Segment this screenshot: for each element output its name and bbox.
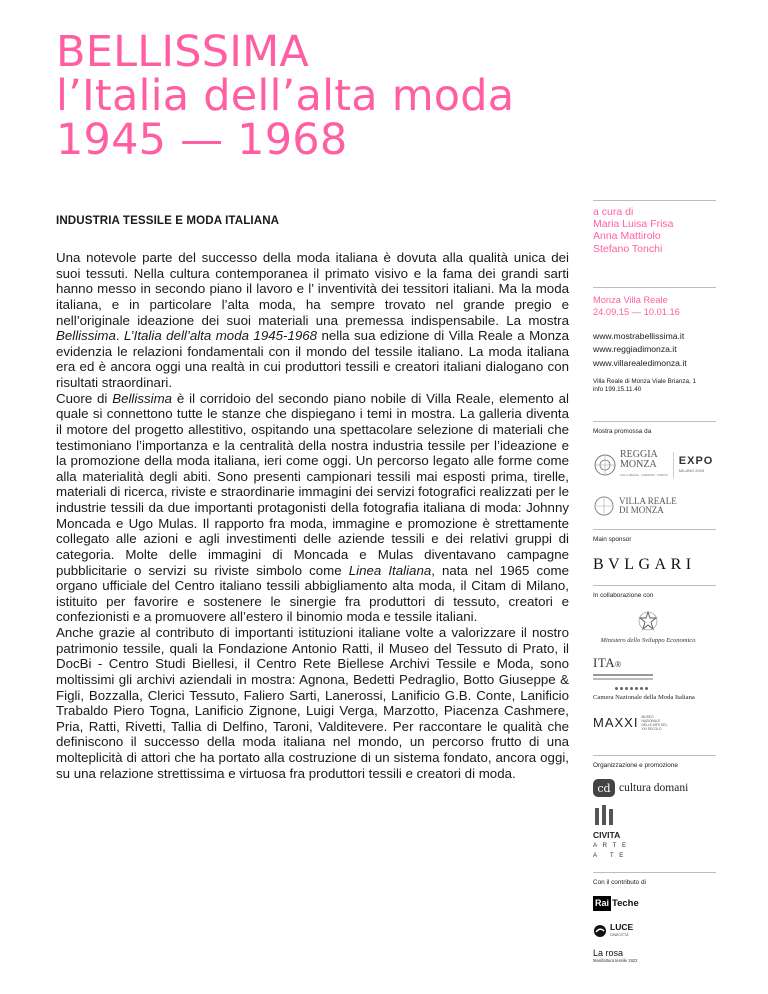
organization-label: Organizzazione e promozione	[593, 761, 678, 769]
venue-info	[593, 294, 716, 318]
curator-name: Stefano Tonchi	[593, 242, 663, 255]
reggia-logo: REGGIA MONZA VILLA REALE · GIARDINI · PARCO	[620, 448, 668, 477]
dates: 24.09.15 — 10.01.16	[593, 306, 680, 317]
cd-badge-icon	[593, 779, 615, 797]
urls	[593, 330, 716, 370]
curators	[593, 201, 716, 255]
section-heading: INDUSTRIA TESSILE E MODA ITALIANA	[56, 214, 280, 227]
civita-logo: CIVITA A R T E A T E	[593, 803, 716, 861]
url-link[interactable]: www.mostrabellissima.it	[593, 330, 685, 341]
divider	[593, 755, 716, 756]
divider	[593, 421, 716, 422]
luce-logo: LUCE CINECITTÀ	[593, 923, 716, 939]
luce-swirl-icon	[593, 924, 607, 938]
divider	[593, 872, 716, 873]
url-link[interactable]: www.villarealedimonza.it	[593, 357, 687, 368]
civita-columns-icon	[593, 803, 615, 825]
divider	[673, 452, 674, 478]
curated-label: a cura di	[593, 206, 634, 218]
main-sponsor-label: Main sponsor	[593, 535, 632, 543]
reggia-emblem-icon	[593, 453, 617, 477]
paragraph-3: Anche grazie al contributo di importanti istituzioni italiane volte a valorizzare il nostro patrimonio tessile, quali la Fondazione Antonio Ratti, il Museo del Tessuto di Prato, il DocBi - Centro Studi Biellesi, il Centro Rete Biellese Archivi Tessile e Moda, sono moltissimi gli archivi aziendali in mostra: Agnona, Bedetti Pedraglio, Botto Giuseppe & Figli, Bozzalla, Clerici Tessuto, Faliero Sarti, Lanerossi, Lanificio G.B. Conte, Lanificio Trabaldo Piero Togna, Lanificio Zignone, Luigi Verga, Marzotto, Piacenza Cashmere, Pria, Ratti, Rivetti, Tallia di Delfino, Taroni, Valditevere. Per raccontare le qualità che definiscono il successo della moda italiana nel mondo, un percorso frutto di una molteplicità di attori che ha portato alla costruzione di un sistema fondato, ancora oggi, su una relazione strettissima e virtuosa fra produttori tessili e creatori di moda.	[56, 625, 569, 781]
collaboration-label: In collaborazione con	[593, 591, 654, 599]
ministero-logo: Ministero dello Sviluppo Economico	[593, 611, 703, 644]
title-line-2: l’Italia dell’alta moda	[56, 71, 515, 121]
promoted-label: Mostra promossa da	[593, 427, 652, 435]
emblem-icon	[638, 611, 658, 631]
paragraph-1: Una notevole parte del successo della moda italiana è dovuta alla qualità unica dei suoi tessuti. Nella cultura contemporanea il primato visivo e la fama dei grandi sarti hanno messo in secondo piano il lavoro e l’ inventività dei tessitori italiani. Ma la moda italiana, e in particolare l’alta moda, ha sempre trovato nel grande pregio e nell’originale ideazione dei suoi materiali una premessa indispensabile. La mostra Bellissima. L’Italia dell’alta moda 1945-1968 nella sua edizione di Villa Reale a Monza evidenzia le relazioni fondamentali con il mondo del tessile italiano. La moda italiana era ed è ancora oggi una realtà in cui produttori tessili e creatori italiani dialogano con risultati straordinari.	[56, 250, 570, 390]
paragraph-2: Cuore di Bellissima è il corridoio del secondo piano nobile di Villa Reale, elemento al quale si connettono tutte le stanze che dispiegano i temi in mostra. La galleria diventa il motore del progetto allestitivo, ospitando una spettacolare selezione di materiali che testimoniano l’importanza e la centralità della nostra industria tessile per l’ideazione e la promozione della moda italiana, ieri come oggi. Un percorso legato alle forme come alla materialità degli abiti. Sono presenti campionari tessili mai esposti prima, tirelle, materiali di ricerca, riviste e straordinarie immagini dei servizi fotografici realizzati per le industrie tessili da due importanti protagonisti della fotografia italiana di moda: Johnny Moncada e Ugo Mulas. Il rapporto fra moda, immagine e promozione è strettamente collegato alle azioni e agli investimenti delle aziende tessili e dei relativi gruppi di categoria. Molte delle immagini di Moncada e Mulas diventavano campagne pubblicitarie o servizi su riviste simbolo come Linea Italiana, nata nel 1965 come organo ufficiale del Centro italiano tessili abbigliamento alta moda, il Citam di Milano, istituito per favorire e sostenere le sinergie fra produttori di tessuto, creatori e confezionisti e a promuovere all’estero il binomio moda e tessile italiani.	[56, 390, 569, 625]
address: Villa Reale di Monza Viale Brianza, 1 info 199.15.11.40	[593, 378, 697, 394]
dots-icon	[615, 687, 716, 690]
url-link[interactable]: www.reggiadimonza.it	[593, 344, 677, 355]
sidebar	[593, 200, 716, 965]
registered-icon: ®	[615, 659, 622, 669]
villa-emblem-icon	[593, 495, 615, 517]
title-line-1: BELLISSIMA	[56, 27, 310, 77]
divider	[593, 287, 716, 288]
expo-logo: EXPO MILANO 2015	[678, 454, 714, 473]
rai-teche-logo: Rai Teche	[595, 897, 639, 909]
divider	[593, 585, 716, 586]
body-text	[56, 250, 569, 781]
maxxi-logo: MAXXI MUSEO NAZIONALE DELLE ARTI DEL XXI SECOLO	[593, 714, 668, 731]
main-column	[56, 214, 569, 781]
divider	[593, 529, 716, 530]
contribution-label: Con il contributo di	[593, 878, 646, 886]
venue: Monza Villa Reale	[593, 294, 668, 305]
exhibition-title	[56, 27, 515, 165]
camera-moda-logo: Camera Nazionale della Moda Italiana	[593, 687, 716, 701]
curator-name: Anna Mattirolo	[593, 230, 661, 243]
curator-name: Maria Luisa Frisa	[593, 218, 674, 231]
la-rosa-logo: La rosa Manifattura tessile 1922	[593, 947, 638, 963]
title-line-3: 1945 — 1968	[56, 115, 348, 165]
svg-text:cd: cd	[597, 781, 611, 795]
cultura-domani-logo: cd cultura domani	[593, 779, 716, 797]
villa-reale-logo: VILLA REALE DI MONZA	[593, 495, 716, 517]
bulgari-logo: BVLGARI	[593, 555, 696, 573]
ita-logo: ITA®	[593, 654, 716, 680]
reggia-expo-logos	[593, 450, 716, 480]
